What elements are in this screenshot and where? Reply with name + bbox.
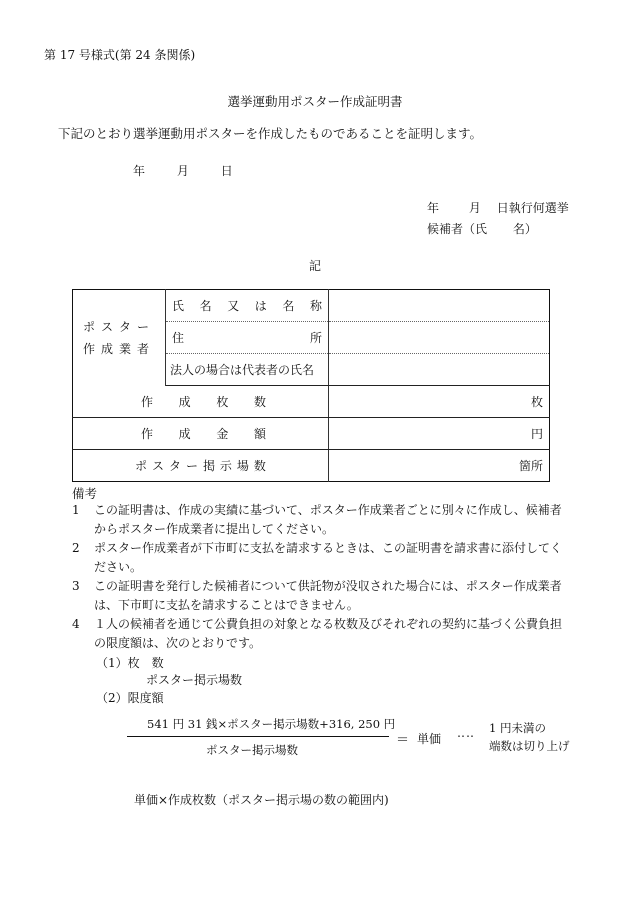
sub-item-quantity-label: （1）枚 数 [96,656,164,670]
label-char: タ [168,459,181,473]
notes-heading: 備考 [72,486,98,501]
document-title: 選挙運動用ポスター作成証明書 [227,94,403,109]
label-char: 示 [219,459,232,473]
label-char: 氏 [172,299,185,313]
note-number: 2 [72,541,80,555]
note-text: ポスター作成業者が下市町に支払を請求するときは、この証明書を請求書に添付してください。 [94,541,563,574]
group-label-line1: ポスター [82,319,155,334]
form-number-label: 第 17 号様式(第 24 条関係) [44,48,196,62]
label-char: ー [185,459,198,473]
representative-label: 法人の場合は代表者の氏名 [166,354,329,386]
label-char: 成 [178,395,191,409]
formula-fraction-bar [127,736,389,737]
issue-date-day: 日 [220,164,233,178]
certification-statement: 下記のとおり選挙運動用ポスターを作成したものであることを証明します。 [58,126,483,141]
poster-maker-group-label [73,290,166,386]
formula-dots: ‥‥ [457,726,476,740]
formula-denominator: ポスター掲示場数 [206,743,298,757]
certificate-table [72,289,550,482]
election-date-year: 年 [427,201,440,215]
ki-heading: 記 [308,259,321,273]
label-char: 名 [199,299,212,313]
quantity-unit: 枚 [329,386,550,418]
label-char: 成 [178,427,191,441]
board-count-unit: 箇所 [518,459,543,473]
election-date-suffix: 日執行何選挙 [496,201,569,215]
issue-date-month: 月 [176,164,189,178]
label-char: 金 [216,427,229,441]
label-char: 掲 [202,459,215,473]
amount-unit: 円 [329,418,550,450]
label-char: 数 [253,459,266,473]
name-value-field[interactable] [329,290,550,322]
election-date-month: 月 [468,201,481,215]
label-char: ス [151,459,164,473]
candidate-name-line [427,220,537,237]
label-char: は [254,299,267,313]
formula-numerator: 541 円 31 銭×ポスター掲示場数+316, 250 円 [147,717,396,731]
table-row [73,386,550,418]
label-char: 又 [227,299,240,313]
sub-item-quantity-value: ポスター掲示場数 [146,673,243,687]
note-text: この証明書は、作成の実績に基づいて、ポスター作成業者ごとに別々に作成し、候補者からポスター作成業者に提出してください。 [94,503,562,536]
formula-unit-price: 単価 [417,732,442,746]
quantity-label [73,386,329,418]
label-char: 住 [172,331,185,345]
election-date [427,199,569,216]
label-char: 称 [309,299,322,313]
note-number: 1 [72,503,80,517]
rounding-note-line1: 1 円未満の [489,721,546,735]
amount-label [73,418,329,450]
label-char: 場 [236,459,249,473]
formula-equals: ＝ [396,733,410,748]
board-count-label [73,450,329,482]
label-char: 作 [141,395,154,409]
final-formula: 単価×作成枚数（ポスター掲示場の数の範囲内) [134,793,389,807]
table-row [73,450,550,482]
label-char: 名 [282,299,295,313]
sub-item-limit-label: （2）限度額 [96,691,164,705]
issue-date [133,162,233,179]
note-number: 4 [72,617,80,631]
candidate-label-close: 名） [512,222,537,236]
label-char: 数 [253,395,266,409]
note-item [72,577,562,615]
note-item [72,501,562,539]
rounding-note-line2: 端数は切り上げ [489,739,570,753]
note-item [72,615,562,653]
group-label-line2: 作成業者 [82,341,155,356]
label-char: 枚 [216,395,229,409]
table-row [73,418,550,450]
label-char: 作 [141,427,154,441]
address-label [166,322,329,354]
label-char: 額 [253,427,266,441]
table-row [73,290,550,322]
issue-date-year: 年 [133,164,146,178]
candidate-label: 候補者（氏 [427,222,488,236]
label-char: 所 [309,331,322,345]
note-number: 3 [72,579,80,593]
address-value-field[interactable] [329,322,550,354]
note-item [72,539,562,577]
label-char: ポ [135,459,148,473]
representative-value-field[interactable] [329,354,550,386]
note-text: この証明書を発行した候補者について供託物が没収された場合には、ポスター作成業者は、下市町に支払を請求することはできません。 [94,579,562,612]
name-label [166,290,329,322]
note-text: １人の候補者を通じて公費負担の対象となる枚数及びそれぞれの契約に基づく公費負担の限度額は、次のとおりです。 [94,617,563,650]
